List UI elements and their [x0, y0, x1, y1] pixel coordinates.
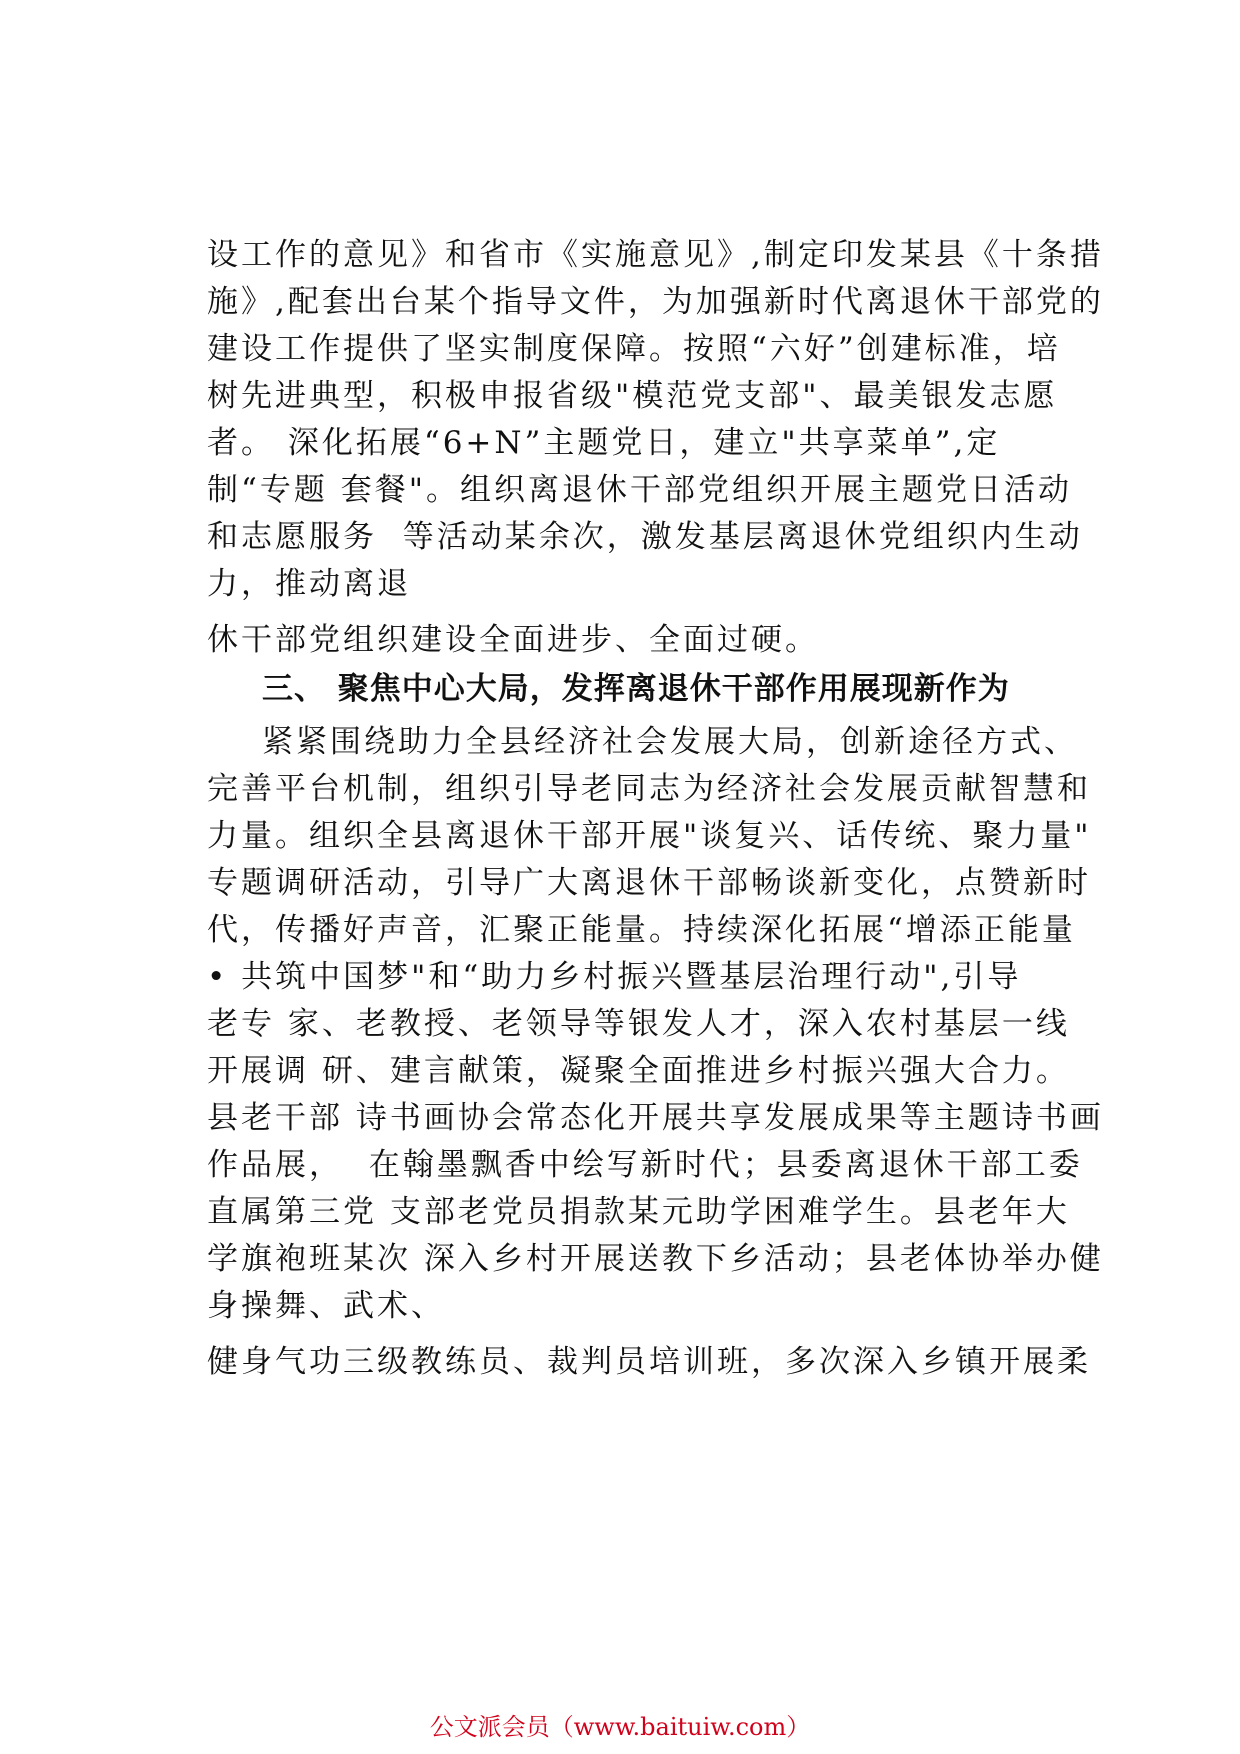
section-heading: 三、 聚焦中心大局，发挥离退休干部作用展现新作为 [262, 671, 1010, 707]
body-line: 身操舞、武术、 [207, 1288, 445, 1324]
body-line: 作品展， 在翰墨飘香中绘写新时代；县委离退休干部工委 [207, 1147, 1083, 1183]
body-line: 县老干部 诗书画协会常态化开展共享发展成果等主题诗书画 [207, 1100, 1104, 1136]
body-line: 施》,配套出台某个指导文件，为加强新时代离退休干部党的 [207, 284, 1104, 320]
footer-watermark: 公文派会员（www.baituiw.com） [429, 1713, 811, 1741]
body-line: 者。 深化拓展“6+N”主题党日，建立"共享菜单”,定 [207, 425, 1001, 461]
body-line: 专题调研活动，引导广大离退休干部畅谈新变化，点赞新时 [207, 865, 1091, 901]
body-line: 和志愿服务 等活动某余次，激发基层离退休党组织内生动 [207, 519, 1083, 555]
body-line: • 共筑中国梦"和“助力乡村振兴暨基层治理行动",引导 [207, 959, 1022, 995]
body-line: 设工作的意见》和省市《实施意见》,制定印发某县《十条措 [207, 237, 1104, 273]
body-line: 力量。组织全县离退休干部开展"谈复兴、话传统、聚力量" [207, 818, 1092, 854]
body-line: 力，推动离退 [207, 566, 411, 602]
body-line: 制“专题 套餐"。组织离退休干部党组织开展主题党日活动 [207, 472, 1072, 508]
body-line: 学旗袍班某次 深入乡村开展送教下乡活动；县老体协举办健 [207, 1241, 1104, 1277]
paragraph-first-line: 紧紧围绕助力全县经济社会发展大局，创新途径方式、 [262, 724, 1078, 760]
body-line: 完善平台机制，组织引导老同志为经济社会发展贡献智慧和 [207, 771, 1091, 807]
body-line: 休干部党组织建设全面进步、全面过硬。 [207, 622, 819, 658]
body-line: 直属第三党 支部老党员捐款某元助学困难学生。县老年大 [207, 1194, 1070, 1230]
body-line: 健身气功三级教练员、裁判员培训班，多次深入乡镇开展柔 [207, 1344, 1091, 1380]
body-line: 建设工作提供了坚实制度保障。按照“六好”创建标准，培 [207, 331, 1061, 367]
body-line: 树先进典型，积极申报省级"模范党支部"、最美银发志愿 [207, 378, 1058, 414]
body-line: 老专 家、老教授、老领导等银发人才，深入农村基层一线 [207, 1006, 1070, 1042]
body-line: 开展调 研、建言献策，凝聚全面推进乡村振兴强大合力。 [207, 1053, 1070, 1089]
body-line: 代，传播好声音，汇聚正能量。持续深化拓展“增添正能量 [207, 912, 1076, 948]
